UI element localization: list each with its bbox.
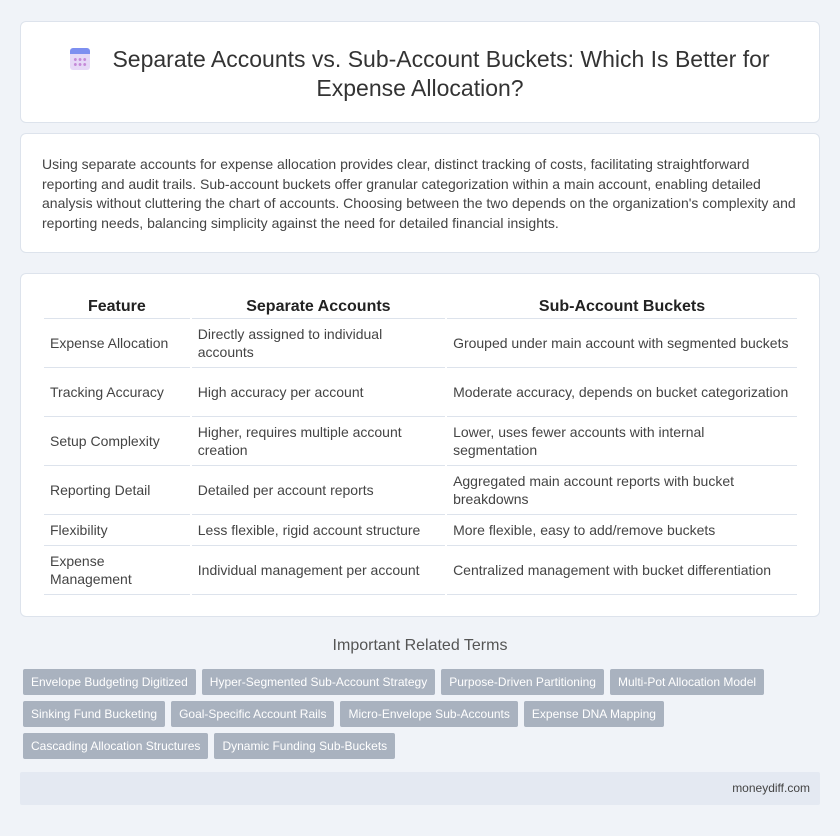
table-cell: Less flexible, rigid account structure	[192, 515, 445, 546]
table-cell: Aggregated main account reports with bucket breakdowns	[447, 466, 797, 515]
table-cell: More flexible, easy to add/remove buckets	[447, 515, 797, 546]
table-cell: Detailed per account reports	[192, 466, 445, 515]
footer-site-link[interactable]: moneydiff.com	[732, 781, 810, 795]
table-cell: High accuracy per account	[192, 368, 445, 417]
table-cell: Setup Complexity	[44, 417, 190, 466]
related-terms-tags	[23, 669, 813, 759]
related-term-tag[interactable]: Purpose-Driven Partitioning	[441, 669, 604, 695]
table-header-row	[44, 296, 797, 319]
table-cell: Grouped under main account with segmented buckets	[447, 319, 797, 368]
table-cell: Centralized management with bucket differentiation	[447, 546, 797, 595]
table-row	[44, 368, 797, 417]
table-cell: Directly assigned to individual accounts	[192, 319, 445, 368]
header-separate-accounts: Separate Accounts	[192, 296, 445, 319]
page-title-text: Separate Accounts vs. Sub-Account Buckets: Which Is Better for Expense Allocation?	[112, 46, 770, 101]
table-cell: Lower, uses fewer accounts with internal segmentation	[447, 417, 797, 466]
header-feature: Feature	[44, 296, 190, 319]
related-term-tag[interactable]: Sinking Fund Bucketing	[23, 701, 165, 727]
header-sub-account-buckets: Sub-Account Buckets	[447, 296, 797, 319]
table-row	[44, 319, 797, 368]
related-terms-heading: Important Related Terms	[332, 637, 508, 654]
table-cell: Individual management per account	[192, 546, 445, 595]
footer	[20, 772, 820, 805]
related-term-tag[interactable]: Cascading Allocation Structures	[23, 733, 208, 759]
table-cell: Expense Allocation	[44, 319, 190, 368]
table-cell: Reporting Detail	[44, 466, 190, 515]
table-cell: Higher, requires multiple account creation	[192, 417, 445, 466]
related-term-tag[interactable]: Multi-Pot Allocation Model	[610, 669, 764, 695]
table-row	[44, 417, 797, 466]
table-cell: Moderate accuracy, depends on bucket categorization	[447, 368, 797, 417]
table-cell: Tracking Accuracy	[44, 368, 190, 417]
related-term-tag[interactable]: Envelope Budgeting Digitized	[23, 669, 196, 695]
related-term-tag[interactable]: Dynamic Funding Sub-Buckets	[214, 733, 395, 759]
comparison-table-card	[20, 273, 820, 617]
calendar-icon	[70, 48, 90, 70]
page-title	[61, 45, 779, 103]
related-term-tag[interactable]: Hyper-Segmented Sub-Account Strategy	[202, 669, 435, 695]
related-term-tag[interactable]: Micro-Envelope Sub-Accounts	[340, 701, 517, 727]
table-row	[44, 466, 797, 515]
comparison-table	[42, 296, 799, 595]
intro-card	[20, 133, 820, 253]
table-row	[44, 546, 797, 595]
table-cell: Flexibility	[44, 515, 190, 546]
table-row	[44, 515, 797, 546]
title-card	[20, 21, 820, 123]
intro-paragraph: Using separate accounts for expense allocation provides clear, distinct tracking of costs, facilitating straightforward reporting and audit trails. Sub-account buckets offer granular categorization within a main account, enabling detailed analysis without cluttering the chart of accounts. Choosing between the two depends on the organization's complexity and reporting needs, balancing simplicity against the need for detailed financial insights.	[42, 156, 796, 231]
related-term-tag[interactable]: Goal-Specific Account Rails	[171, 701, 334, 727]
table-cell: Expense Management	[44, 546, 190, 595]
related-term-tag[interactable]: Expense DNA Mapping	[524, 701, 664, 727]
